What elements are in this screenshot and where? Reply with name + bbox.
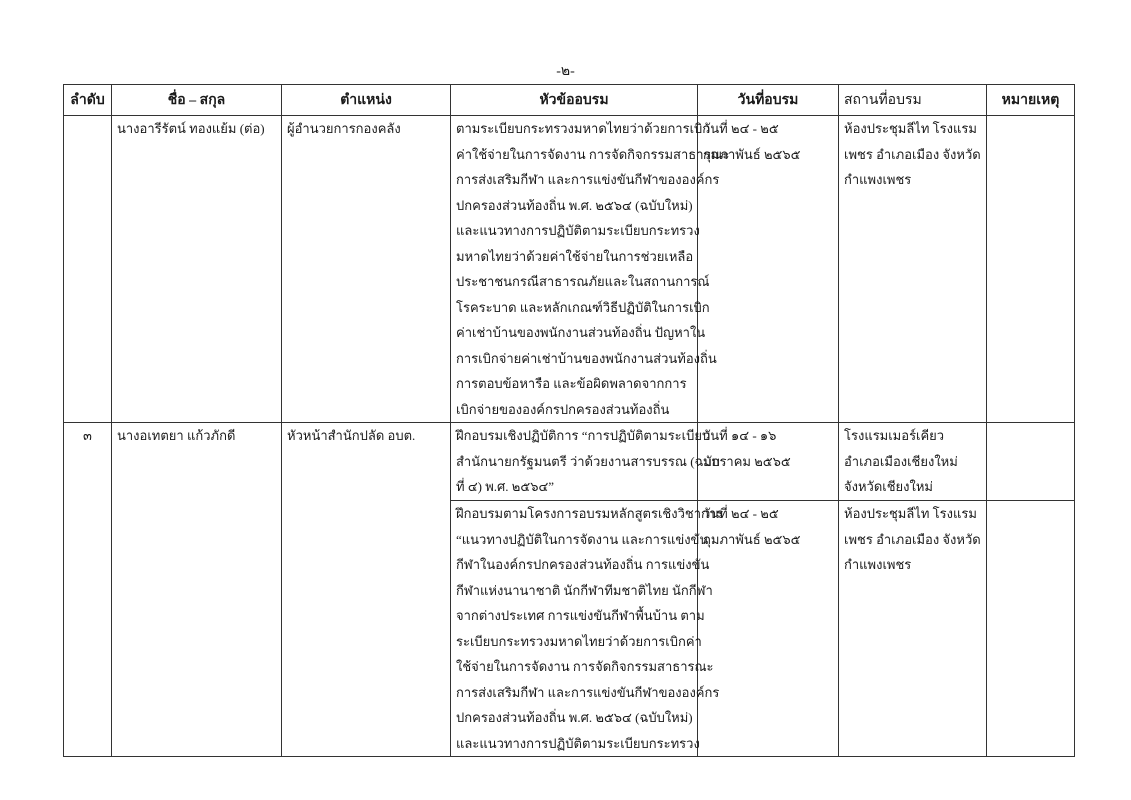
place-line: เพชร อำเภอเมือง จังหวัด bbox=[844, 531, 981, 547]
topic-line: ฝึกอบรมตามโครงการอบรมหลักสูตรเชิงวิชาการ bbox=[456, 506, 724, 521]
cell-date bbox=[698, 501, 839, 757]
cell-topic bbox=[451, 116, 730, 423]
date-line: มกราคม ๒๕๖๕ bbox=[703, 453, 791, 469]
topic-line: ปกครองส่วนท้องถิ่น พ.ศ. ๒๕๖๔ (ฉบับใหม่) bbox=[456, 710, 693, 725]
cell-remark bbox=[987, 423, 1075, 501]
cell-place bbox=[839, 116, 987, 423]
date-line: วันที่ ๑๔ - ๑๖ bbox=[703, 428, 777, 443]
topic-line: ค่าใช้จ่ายในการจัดงาน การจัดกิจกรรมสาธารณะ bbox=[456, 146, 730, 162]
place-line: กำแพงเพชร bbox=[844, 557, 912, 572]
cell-no: ๓ bbox=[64, 423, 112, 757]
header-no: ลำดับ bbox=[64, 85, 112, 116]
topic-line: ค่าเช่าบ้านของพนักงานส่วนท้องถิ่น ปัญหาใน bbox=[456, 325, 706, 340]
date-line: วันที่ ๒๔ - ๒๕ bbox=[703, 506, 779, 521]
cell-position: หัวหน้าสำนักปลัด อบต. bbox=[282, 423, 451, 757]
topic-line: มหาดไทยว่าด้วยค่าใช้จ่ายในการช่วยเหลือ bbox=[456, 248, 694, 264]
topic-line: และแนวทางการปฏิบัติตามระเบียบกระทรวง bbox=[456, 735, 700, 751]
date-line: กุมภาพันธ์ ๒๕๖๕ bbox=[703, 146, 801, 162]
topic-line: ตามระเบียบกระทรวงมหาดไทยว่าด้วยการเบิก bbox=[456, 121, 711, 136]
topic-line: จากต่างประเทศ การแข่งขันกีฬาพื้นบ้าน ตาม bbox=[456, 608, 705, 623]
place-line: อำเภอเมืองเชียงใหม่ bbox=[844, 453, 958, 469]
topic-line: ที่ ๔) พ.ศ. ๒๕๖๔” bbox=[456, 479, 555, 494]
cell-place bbox=[839, 501, 987, 757]
topic-line: การส่งเสริมกีฬา และการแข่งขันกีฬาขององค์กร bbox=[456, 172, 720, 187]
topic-line: ประชาชนกรณีสาธารณภัยและในสถานการณ์ bbox=[456, 274, 710, 289]
cell-date bbox=[698, 423, 839, 501]
table-row bbox=[64, 423, 1075, 501]
header-date: วันที่อบรม bbox=[698, 85, 839, 116]
header-topic: หัวข้ออบรม bbox=[451, 85, 698, 116]
cell-topic bbox=[451, 501, 724, 757]
topic-line: ระเบียบกระทรวงมหาดไทยว่าด้วยการเบิกค่า bbox=[456, 633, 702, 649]
topic-line: โรคระบาด และหลักเกณฑ์วิธีปฏิบัติในการเบิก bbox=[456, 299, 710, 315]
cell-place bbox=[839, 423, 987, 501]
place-line: ห้องประชุมลีไท โรงแรม bbox=[844, 506, 977, 521]
page-number: -๒- bbox=[556, 64, 575, 79]
place-line: โรงแรมเมอร์เคียว bbox=[844, 428, 945, 443]
header-remark: หมายเหตุ bbox=[987, 85, 1075, 116]
cell-remark bbox=[987, 501, 1075, 757]
header-name: ชื่อ – สกุล bbox=[112, 85, 282, 116]
cell-date bbox=[698, 116, 839, 423]
cell-name: นางอเทตยา แก้วภักดี bbox=[112, 423, 282, 757]
topic-line: และแนวทางการปฏิบัติตามระเบียบกระทรวง bbox=[456, 223, 700, 238]
topic-line: กีฬาในองค์กรปกครองส่วนท้องถิ่น การแข่งขัน bbox=[456, 557, 710, 572]
cell-position: ผู้อำนวยการกองคลัง bbox=[282, 116, 451, 423]
cell-remark bbox=[987, 116, 1075, 423]
cell-name: นางอารีรัตน์ ทองแย้ม (ต่อ) bbox=[112, 116, 282, 423]
cell-topic bbox=[451, 423, 720, 501]
header-place: สถานที่อบรม bbox=[839, 85, 987, 116]
topic-line: ปกครองส่วนท้องถิ่น พ.ศ. ๒๕๖๔ (ฉบับใหม่) bbox=[456, 197, 693, 213]
topic-line: “แนวทางปฏิบัติในการจัดงาน และการแข่งขัน bbox=[456, 531, 709, 547]
place-line: จังหวัดเชียงใหม่ bbox=[844, 479, 933, 494]
place-line: กำแพงเพชร bbox=[844, 172, 912, 187]
place-line: ห้องประชุมลีไท โรงแรม bbox=[844, 121, 977, 136]
topic-line: กีฬาแห่งนานาชาติ นักกีฬาทีมชาติไทย นักกีฬา bbox=[456, 582, 713, 598]
topic-line: สำนักนายกรัฐมนตรี ว่าด้วยงานสารบรรณ (ฉบับ bbox=[456, 453, 720, 469]
topic-line: ฝึกอบรมเชิงปฏิบัติการ “การปฏิบัติตามระเบียบ bbox=[456, 428, 711, 443]
place-line: เพชร อำเภอเมือง จังหวัด bbox=[844, 146, 981, 162]
date-line: วันที่ ๒๔ - ๒๕ bbox=[703, 121, 779, 136]
topic-line: การตอบข้อหารือ และข้อผิดพลาดจากการ bbox=[456, 376, 687, 391]
date-line: กุมภาพันธ์ ๒๕๖๕ bbox=[703, 531, 801, 547]
topic-line: ใช้จ่ายในการจัดงาน การจัดกิจกรรมสาธารณะ bbox=[456, 659, 714, 674]
header-row bbox=[64, 85, 1075, 116]
topic-line: การส่งเสริมกีฬา และการแข่งขันกีฬาขององค์กร bbox=[456, 684, 720, 700]
header-position: ตำแหน่ง bbox=[282, 85, 451, 116]
topic-line: เบิกจ่ายขององค์กรปกครองส่วนท้องถิ่น bbox=[456, 401, 670, 417]
topic-line: การเบิกจ่ายค่าเช่าบ้านของพนักงานส่วนท้องถิ่น bbox=[456, 350, 717, 366]
table-row bbox=[64, 116, 1075, 423]
training-table bbox=[63, 84, 1075, 757]
cell-no bbox=[64, 116, 112, 423]
